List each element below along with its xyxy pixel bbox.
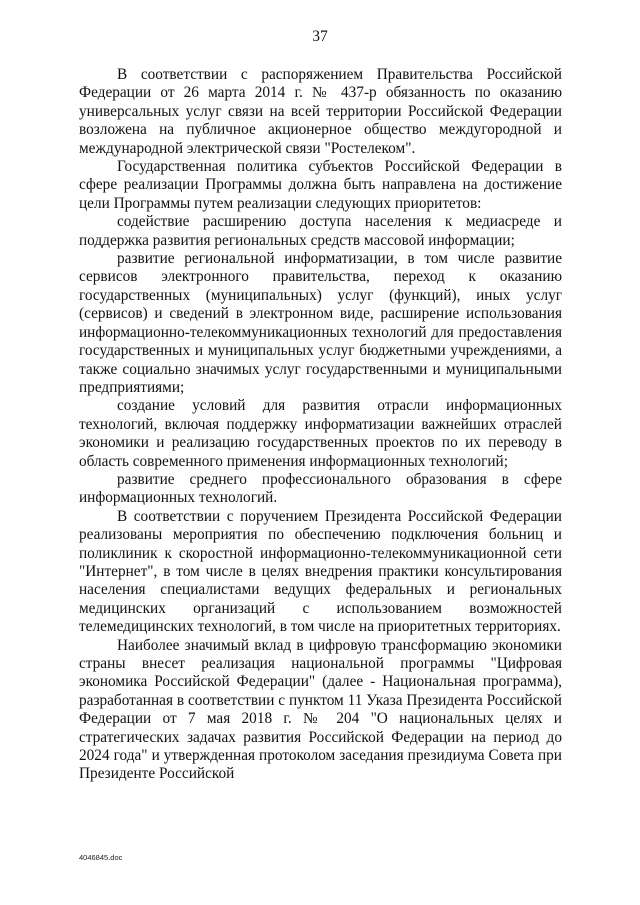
document-body [79, 66, 562, 784]
paragraph-media-access: содействие расширению доступа населения к медиасреде и поддержка развития региональных средств массовой информации; [79, 213, 562, 249]
paragraph-rostelecom: В соответствии с распоряжением Правительства Российской Федерации от 26 марта 2014 г. № 437-р обязанность по оказанию универсальных услуг связи на всей территории Российской Федерации возложена на публичное акционерное общество междугородной и международной электрической связи "Ростелеком". [79, 66, 562, 157]
paragraph-it-education: развитие среднего профессионального образования в сфере информационных технологий. [79, 470, 562, 507]
paragraph-regional-informatization: развитие региональной информатизации, в том числе развитие сервисов электронного правительства, переход к оказанию государственных (муниципальных) услуг (функций), иных услуг (сервисов) и сведений в электронном виде, расширение использования информационно-телекоммуникационных технологий для предоставления государственных и муниципальных услуг бюджетными учреждениями, а также социально значимых услуг государственными и муниципальными предприятиями; [79, 250, 562, 396]
paragraph-state-policy: Государственная политика субъектов Российской Федерации в сфере реализации Программы должна быть направлена на достижение цели Программы путем реализации следующих приоритетов: [79, 158, 562, 212]
paragraph-national-program: Наиболее значимый вклад в цифровую трансформацию экономики страны внесет реализация национальной программы "Цифровая экономика Российской Федерации" (далее - Национальная программа), разработанная в соответствии с пунктом 11 Указа Президента Российской Федерации от 7 мая 2018 г. № 204 "О национальных целях и стратегических задачах развития Российской Федерации на период до 2024 года" и утвержденная протоколом заседания президиума Совета при Президенте Российской [79, 636, 562, 783]
paragraph-telemedicine: В соответствии с поручением Президента Российской Федерации реализованы мероприятия по обеспечению подключения больниц и поликлиник к скоростной информационно-телекоммуникационной сети "Интернет", в том числе в целях внедрения практики консультирования населения специалистами ведущих федеральных и региональных медицинских организаций с использованием возможностей телемедицинских технологий, в том числе на приоритетных территориях. [79, 507, 562, 636]
paragraph-it-industry: создание условий для развития отрасли информационных технологий, включая поддержку информатизации важнейших отраслей экономики и реализацию государственных проектов по их переводу в область современного применения информационных технологий; [79, 397, 562, 470]
document-filename: 4046845.doc [79, 853, 123, 862]
page-number: 37 [312, 28, 328, 45]
